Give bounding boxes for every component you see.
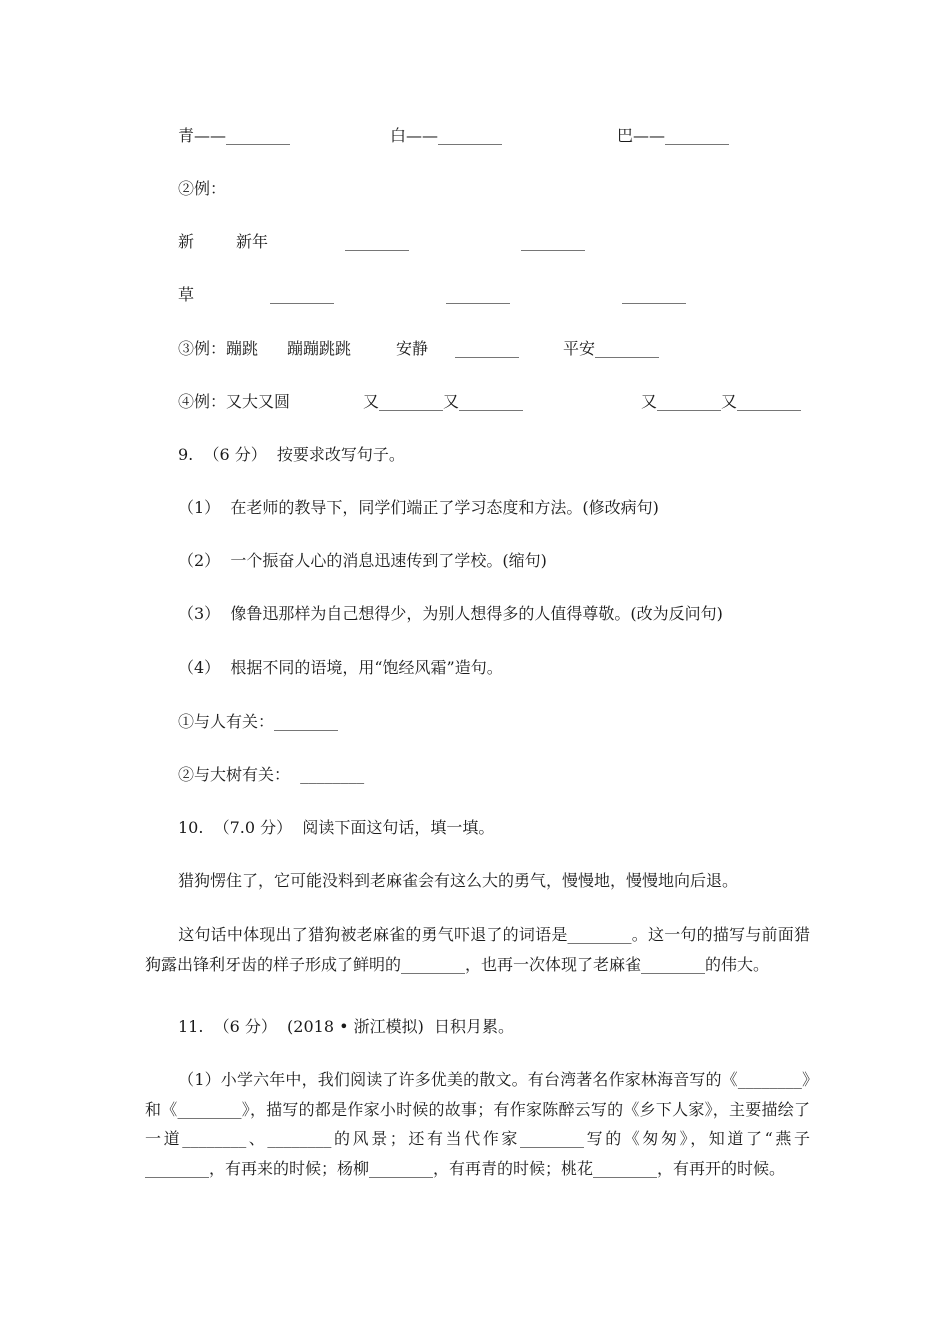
q9-header: 9. （6 分） 按要求改写句子。 <box>178 445 405 464</box>
q8-part2-row1-example: 新年 <box>236 232 269 251</box>
q8-part1-blank-bai: 白——________ <box>390 126 503 145</box>
q8-part4-blank1: 又________又________ <box>363 392 524 411</box>
q8-part2-row1-char: 新 <box>178 232 195 251</box>
q8-part3-label: ③例：蹦跳 <box>178 339 259 358</box>
q8-part2-row2-blank1: ________ <box>270 285 334 304</box>
q8-part2-row1-blank2: ________ <box>521 232 585 251</box>
q10-paragraph-text: 这句话中体现出了猎狗被老麻雀的勇气吓退了的词语是________。这一句的描写与前面猎狗露出锋利牙齿的样子形成了鲜明的________，也再一次体现了老麻雀________的伟大。 <box>145 925 810 974</box>
q9-item-3: （3） 像鲁迅那样为自己想得少，为别人想得多的人值得尊敬。(改为反问句) <box>178 604 723 623</box>
q8-part2-row2-char: 草 <box>178 285 195 304</box>
q8-part2-row2-blank2: ________ <box>446 285 510 304</box>
q9-item-1: （1） 在老师的教导下，同学们端正了学习态度和方法。(修改病句) <box>178 498 659 517</box>
q8-part4-label: ④例：又大又圆 <box>178 392 291 411</box>
q11-paragraph <box>145 1065 810 1183</box>
q8-part2-row1-blank1: ________ <box>345 232 409 251</box>
q10-sentence: 猎狗愣住了，它可能没料到老麻雀会有这么大的勇气，慢慢地，慢慢地向后退。 <box>178 871 739 890</box>
q8-part3-blank1: ________ <box>455 339 519 358</box>
q8-part1-blank-ba: 巴——________ <box>617 126 730 145</box>
q11-paragraph-text: （1）小学六年中，我们阅读了许多优美的散文。有台湾著名作家林海音写的《________》和《________》，描写的都是作家小时候的故事；有作家陈醉云写的《乡下人家》，主要描绘了一道________、________的风景；还有当代作家________写的《匆匆》，知道了“燕子________，有再来的时候；杨柳________，有再青的时候；桃花________，有再开的时候。 <box>145 1070 810 1178</box>
q9-sub-1: ①与人有关：________ <box>178 712 339 731</box>
q8-part3-word2: 平安________ <box>563 339 660 358</box>
q11-header: 11. （6 分） (2018 • 浙江模拟) 日积月累。 <box>178 1017 515 1036</box>
q8-part1-blank-qing: 青——________ <box>178 126 291 145</box>
q8-part2-label: ②例： <box>178 179 227 198</box>
q8-part2-row2-blank3: ________ <box>622 285 686 304</box>
q10-header: 10. （7.0 分） 阅读下面这句话，填一填。 <box>178 818 495 837</box>
q8-part3-example: 蹦蹦跳跳 <box>287 339 352 358</box>
q9-item-4: （4） 根据不同的语境，用“饱经风霜”造句。 <box>178 658 503 677</box>
q8-part4-blank2: 又________又________ <box>641 392 802 411</box>
q9-item-2: （2） 一个振奋人心的消息迅速传到了学校。(缩句) <box>178 551 547 570</box>
q9-sub-2: ②与大树有关： ________ <box>178 765 365 784</box>
q10-paragraph <box>145 920 810 979</box>
q8-part3-word1: 安静 <box>396 339 429 358</box>
